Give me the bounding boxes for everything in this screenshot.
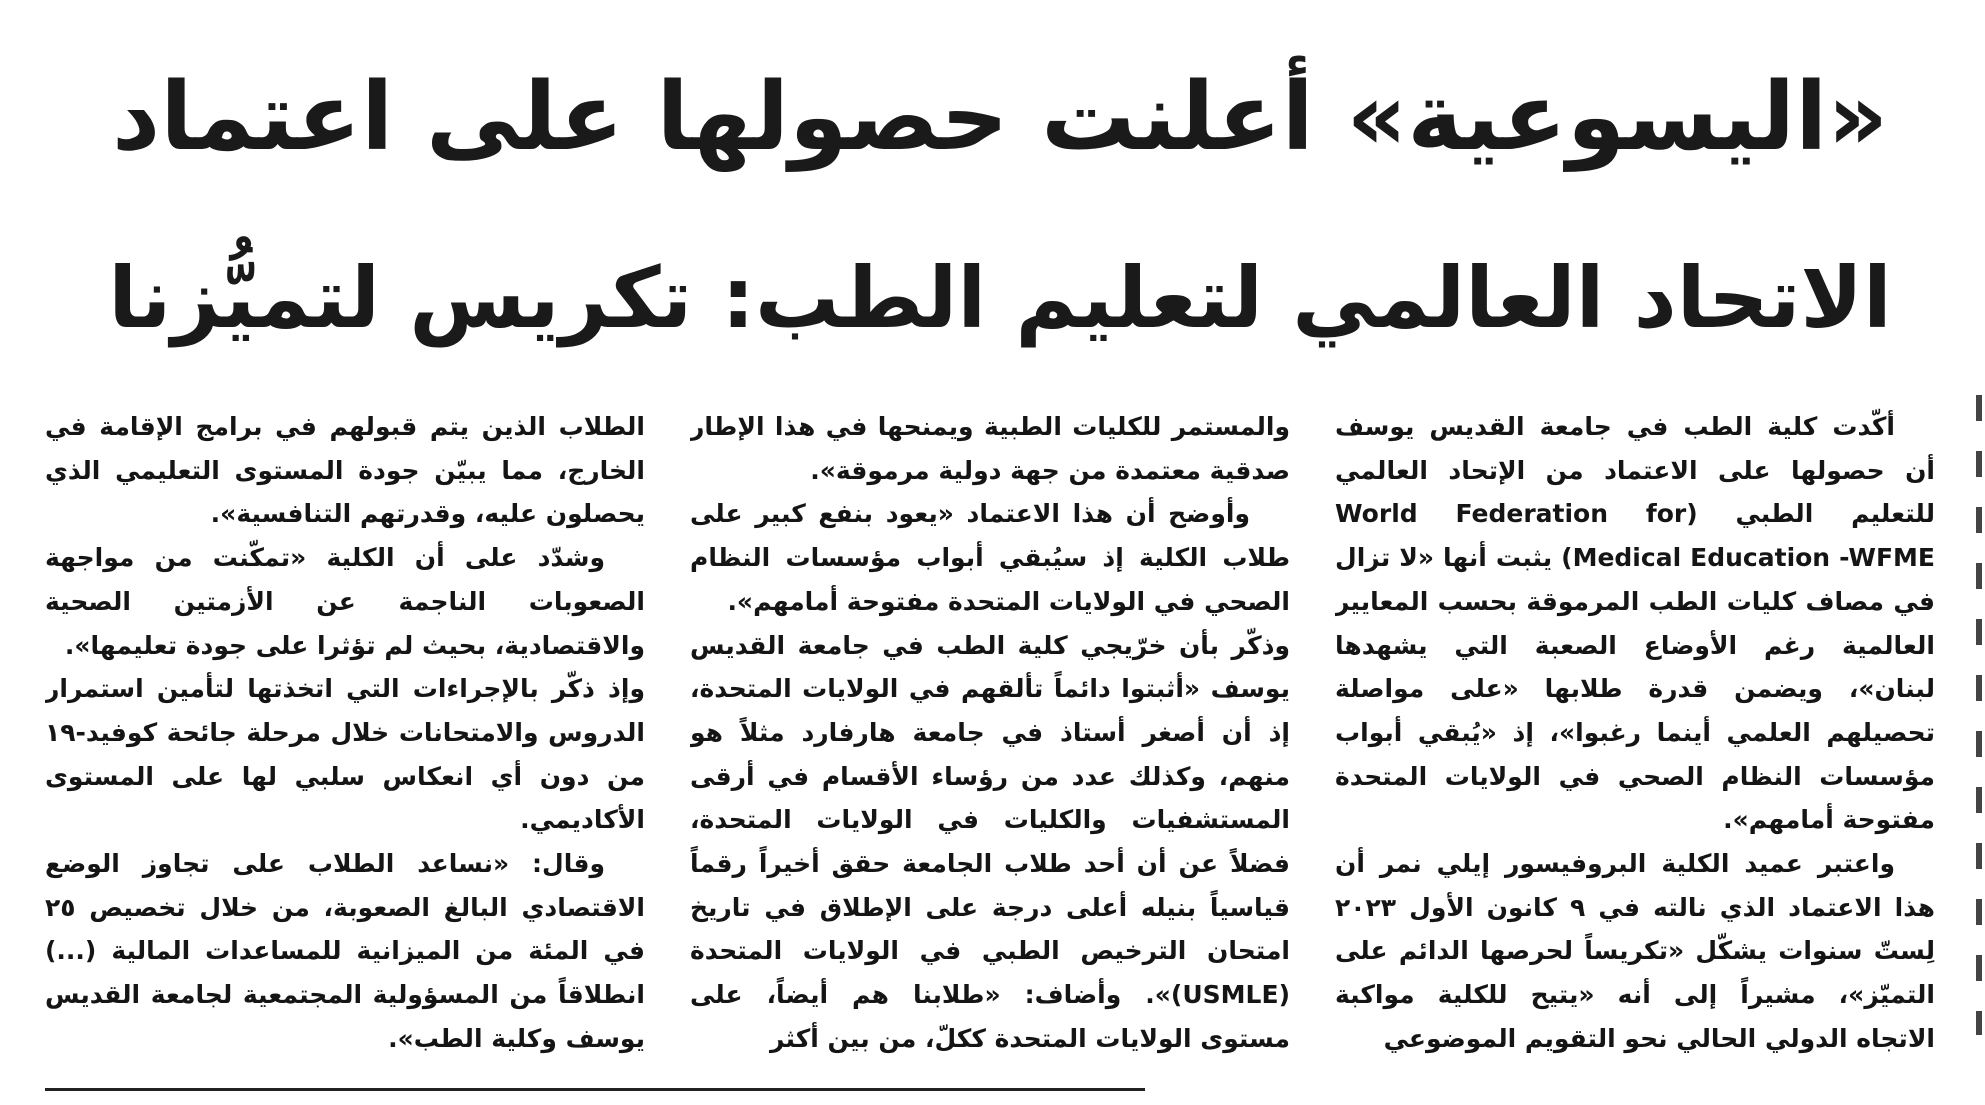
headline-line-1: «اليسوعية» أعلنت حصولها على اعتماد [111,63,1889,172]
page-edge-fragment [1976,395,1982,1035]
paragraph: وأوضح أن هذا الاعتماد «يعود بنفع كبير على طلاب الكلية إذ سيُبقي أبواب مؤسسات النظام الصحي في الولايات المتحدة مفتوحة أمامهم». [690,499,1290,616]
paragraph: واعتبر عميد الكلية البروفيسور إيلي نمر أن هذا الاعتماد الذي نالته في ٩ كانون الأول ٢٠٢٣ لِستّ سنوات يشكّل «تكريساً لحرصها الدائم على التميّز»، مشيراً إلى أنه «يتيح للكلية مواكبة الاتجاه الدولي الحالي نحو التقويم الموضوعي [1335,849,1935,1053]
paragraph: وقال: «نساعد الطلاب على تجاوز الوضع الاقتصادي البالغ الصعوبة، من خلال تخصيص ٢٥ في المئة من الميزانية للمساعدات المالية (...) انطلاقاً من المسؤولية المجتمعية لجامعة القديس يوسف وكلية الطب». [45,849,645,1053]
paragraph: وشدّد على أن الكلية «تمكّنت من مواجهة الصعوبات الناجمة عن الأزمتين الصحية والاقتصادية، بحيث لم تؤثرا على جودة تعليمها». [45,543,645,660]
paragraph: والمستمر للكليات الطبية ويمنحها في هذا الإطار صدقية معتمدة من جهة دولية مرموقة». [690,412,1290,485]
bottom-rule-divider [45,1088,1145,1091]
paragraph: أكّدت كلية الطب في جامعة القديس يوسف أن حصولها على الاعتماد من الإتحاد العالمي للتعليم الطبي (World Federation for Medical Education -WFME) يثبت أنها «لا تزال في مصاف كليات الطب المرموقة بحسب المعايير العالمية رغم الأوضاع الصعبة التي يشهدها لبنان»، ويضمن قدرة طلابها «على مواصلة تحصيلهم العلمي أينما رغبوا»، إذ «يُبقي أبواب مؤسسات النظام الصحي في الولايات المتحدة مفتوحة أمامهم». [1335,412,1935,835]
article-column-right [1335,405,1935,1105]
headline-line-2: الاتحاد العالمي لتعليم الطب: تكريس لتميُّزنا [108,249,1892,347]
paragraph: وإذ ذكّر بالإجراءات التي اتخذتها لتأمين استمرار الدروس والامتحانات خلال مرحلة جائحة كوفيد-١٩ من دون أي انعكاس سلبي لها على المستوى الأكاديمي. [45,674,645,835]
paragraph: الطلاب الذين يتم قبولهم في برامج الإقامة في الخارج، مما يبيّن جودة المستوى التعليمي الذي يحصلون عليه، وقدرتهم التنافسية». [45,412,645,529]
paragraph: وذكّر بأن خرّيجي كلية الطب في جامعة القديس يوسف «أثبتوا دائماً تألقهم في الولايات المتحدة، إذ أن أصغر أستاذ في جامعة هارفارد مثلاً هو منهم، وكذلك عدد من رؤساء الأقسام في أرقى المستشفيات والكليات في الولايات المتحدة، فضلاً عن أن أحد طلاب الجامعة حقق أخيراً رقماً قياسياً بنيله أعلى درجة على الإطلاق في تاريخ امتحان الترخيص الطبي في الولايات المتحدة (USMLE)». وأضاف: «طلابنا هم أيضاً، على مستوى الولايات المتحدة ككلّ، من بين أكثر [690,630,1290,1053]
article-column-left [45,405,645,1105]
article-column-middle [690,405,1290,1105]
